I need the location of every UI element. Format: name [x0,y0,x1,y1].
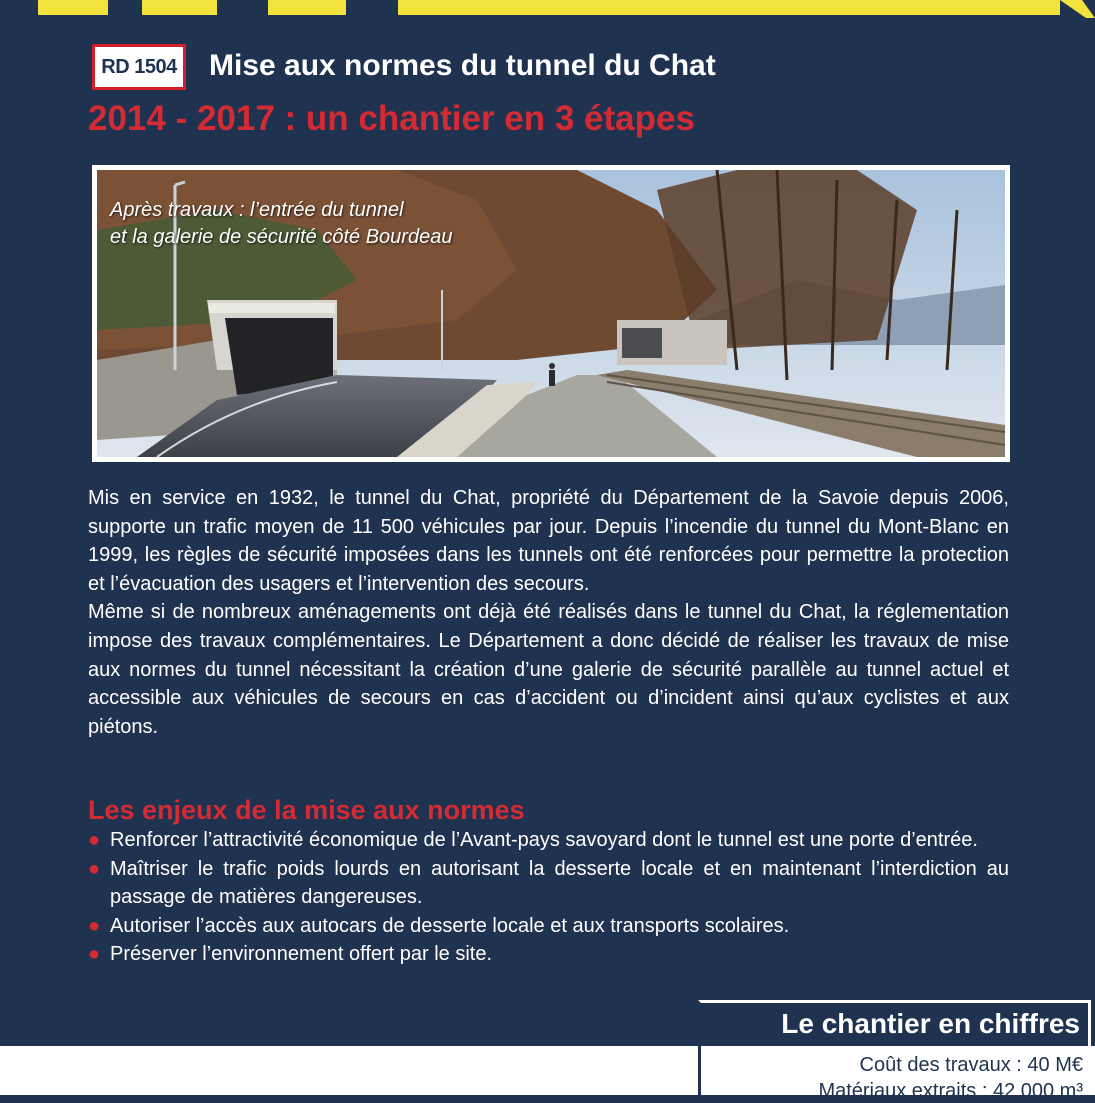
list-item [88,912,1009,941]
road-marking-dash [268,0,346,15]
list-item [88,855,1009,912]
list-item-text: Préserver l’environnement offert par le site. [110,943,493,966]
stakes-list [88,826,1009,969]
bullet-icon: ● [88,857,101,880]
figures-title: Le chantier en chiffres [781,1008,1080,1039]
list-item-text: Maîtriser le trafic poids lourds en autorisant la desserte locale et en maintenant l’interdiction au passage de matières dangereuses. [110,857,1009,909]
figure-materials: Matériaux extraits : 42 000 m³ [818,1080,1083,1102]
list-item [88,940,1009,969]
page-title: Mise aux normes du tunnel du Chat [209,49,716,82]
photo-caption-line-2: et la galerie de sécurité côté Bourdeau [110,226,453,248]
stakes-title: Les enjeux de la mise aux normes [88,795,525,825]
list-item-text: Autoriser l’accès aux autocars de desserte locale et aux transports scolaires. [110,914,790,937]
list-item [88,826,1009,855]
figure-cost: Coût des travaux : 40 M€ [859,1054,1083,1076]
page-subtitle: 2014 - 2017 : un chantier en 3 étapes [88,99,695,138]
road-marking-dash [38,0,108,15]
road-badge: RD 1504 [92,44,186,90]
intro-paragraph-2: Même si de nombreux aménagements ont déjà été réalisés dans le tunnel du Chat, la réglementation impose des travaux complémentaires. Le Département a donc décidé de réaliser les travaux de mise aux normes du tunnel nécessitant la création d’une galerie de sécurité parallèle au tunnel actuel et accessible aux véhicules de secours en cas d’accident ou d’incident ainsi qu’aux cyclistes et aux piétons. [88,601,1009,738]
intro-paragraph-1: Mis en service en 1932, le tunnel du Chat, propriété du Département de la Savoie depuis 2006, supporte un trafic moyen de 11 500 véhicules par jour. Depuis l’incendie du tunnel du Mont-Blanc en 1999, les règles de sécurité imposées dans les tunnels ont été renforcées pour permettre la protection et l’évacuation des usagers et l’intervention des secours. [88,487,1009,595]
road-marking-arrow [1060,0,1095,18]
intro-text [88,484,1009,741]
photo-caption [110,197,452,251]
bullet-icon: ● [88,943,101,966]
list-item-text: Renforcer l’attractivité économique de l’Avant-pays savoyard dont le tunnel est une porte d’entrée. [110,829,978,851]
road-marking-dash [142,0,217,15]
photo-caption-line-1: Après travaux : l’entrée du tunnel [110,199,404,221]
bullet-icon: ● [88,914,101,937]
road-marking-line [398,0,1060,15]
bullet-icon: ● [88,829,101,851]
